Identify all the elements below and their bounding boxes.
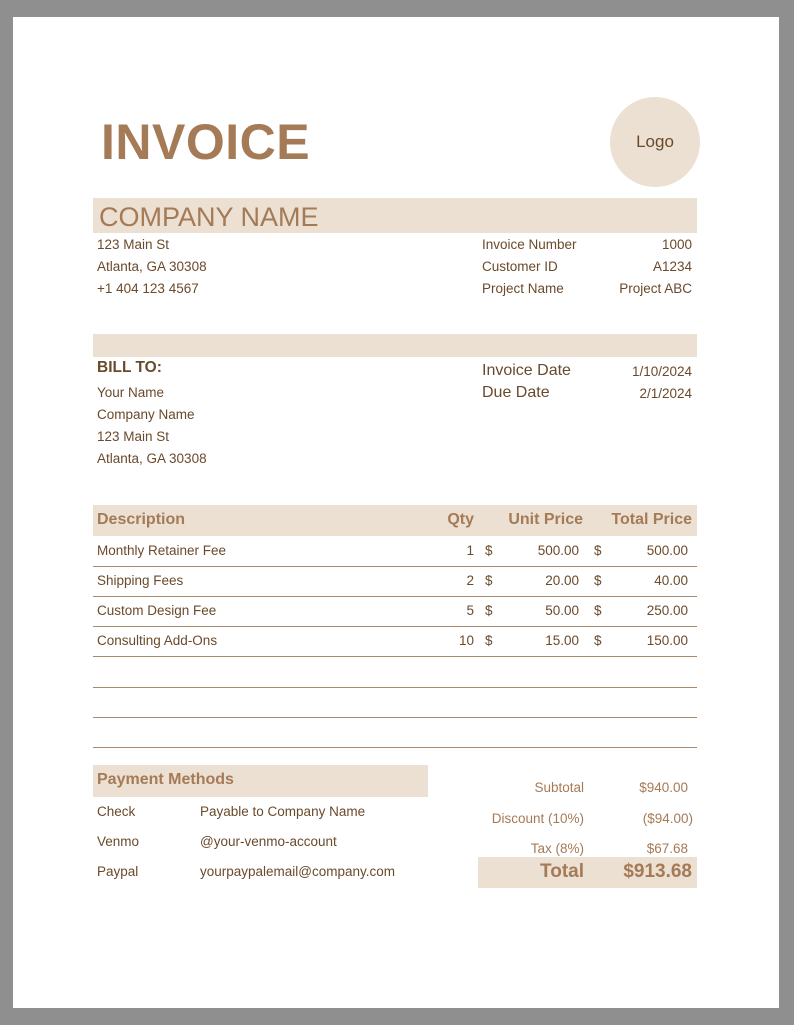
- payment-method-paypal: Paypal: [97, 864, 139, 879]
- row-description: Consulting Add-Ons: [97, 633, 218, 648]
- row-qty: 1: [466, 543, 474, 558]
- customer-id-label: Customer ID: [482, 259, 558, 274]
- due-date-label: Due Date: [482, 384, 550, 401]
- row-qty: 10: [458, 633, 474, 648]
- payment-detail-paypal: yourpaypalemail@company.com: [200, 864, 396, 879]
- row-unit-price: 500.00: [537, 543, 579, 558]
- col-total-price: Total Price: [611, 511, 692, 528]
- project-name-label: Project Name: [482, 281, 564, 296]
- row-divider: [93, 717, 697, 718]
- row-qty: 2: [466, 573, 474, 588]
- due-date-value: 2/1/2024: [639, 386, 692, 401]
- bill-to-name: Your Name: [97, 385, 165, 400]
- subtotal-label: Subtotal: [534, 780, 584, 795]
- invoice-title: INVOICE: [101, 114, 311, 170]
- discount-value: ($94.00): [642, 811, 693, 826]
- invoice-page: [13, 17, 779, 1008]
- row-unit-price: 20.00: [545, 573, 579, 588]
- project-name-value: Project ABC: [619, 281, 692, 296]
- invoice-date-label: Invoice Date: [482, 362, 571, 379]
- row-description: Shipping Fees: [97, 573, 184, 588]
- invoice-number-value: 1000: [661, 237, 692, 252]
- tax-label: Tax (8%): [530, 841, 584, 856]
- row-unit-currency: $: [485, 633, 493, 648]
- row-unit-currency: $: [485, 603, 493, 618]
- row-unit-price: 15.00: [545, 633, 579, 648]
- col-description: Description: [97, 511, 186, 528]
- row-unit-currency: $: [485, 543, 493, 558]
- row-qty: 5: [466, 603, 474, 618]
- row-total-currency: $: [594, 603, 602, 618]
- row-total-currency: $: [594, 573, 602, 588]
- row-total-currency: $: [594, 543, 602, 558]
- payment-detail-venmo: @your-venmo-account: [200, 834, 337, 849]
- col-qty: Qty: [447, 511, 474, 528]
- payment-method-venmo: Venmo: [97, 834, 140, 849]
- row-divider: [93, 596, 697, 597]
- row-total-price: 40.00: [654, 573, 688, 588]
- subtotal-value: $940.00: [639, 780, 688, 795]
- row-divider: [93, 626, 697, 627]
- customer-id-value: A1234: [652, 259, 692, 274]
- payment-method-check: Check: [97, 804, 136, 819]
- tax-value: $67.68: [646, 841, 688, 856]
- bill-to-company: Company Name: [97, 407, 195, 422]
- row-divider: [93, 747, 697, 748]
- row-description: Custom Design Fee: [97, 603, 217, 618]
- row-divider: [93, 687, 697, 688]
- invoice-date-value: 1/10/2024: [631, 364, 692, 379]
- bill-to-heading: BILL TO:: [97, 359, 162, 376]
- logo-placeholder: [610, 97, 700, 187]
- company-address-line1: 123 Main St: [97, 237, 170, 252]
- row-divider: [93, 656, 697, 657]
- row-total-price: 150.00: [646, 633, 688, 648]
- discount-label: Discount (10%): [491, 811, 584, 826]
- row-description: Monthly Retainer Fee: [97, 543, 227, 558]
- row-total-price: 500.00: [646, 543, 688, 558]
- row-total-price: 250.00: [646, 603, 688, 618]
- total-value: $913.68: [623, 861, 692, 882]
- payment-methods-heading: Payment Methods: [97, 771, 234, 788]
- bill-to-address1: 123 Main St: [97, 429, 170, 444]
- row-unit-currency: $: [485, 573, 493, 588]
- invoice-number-label: Invoice Number: [482, 237, 577, 252]
- payment-detail-check: Payable to Company Name: [200, 804, 366, 819]
- company-address-line2: Atlanta, GA 30308: [97, 259, 207, 274]
- row-divider: [93, 566, 697, 567]
- total-label: Total: [540, 861, 584, 882]
- logo-text: Logo: [636, 132, 674, 151]
- row-unit-price: 50.00: [545, 603, 579, 618]
- bill-to-address2: Atlanta, GA 30308: [97, 451, 207, 466]
- billto-band: [93, 334, 697, 357]
- col-unit-price: Unit Price: [508, 511, 583, 528]
- company-phone: +1 404 123 4567: [97, 281, 199, 296]
- company-name: COMPANY NAME: [99, 202, 319, 232]
- row-total-currency: $: [594, 633, 602, 648]
